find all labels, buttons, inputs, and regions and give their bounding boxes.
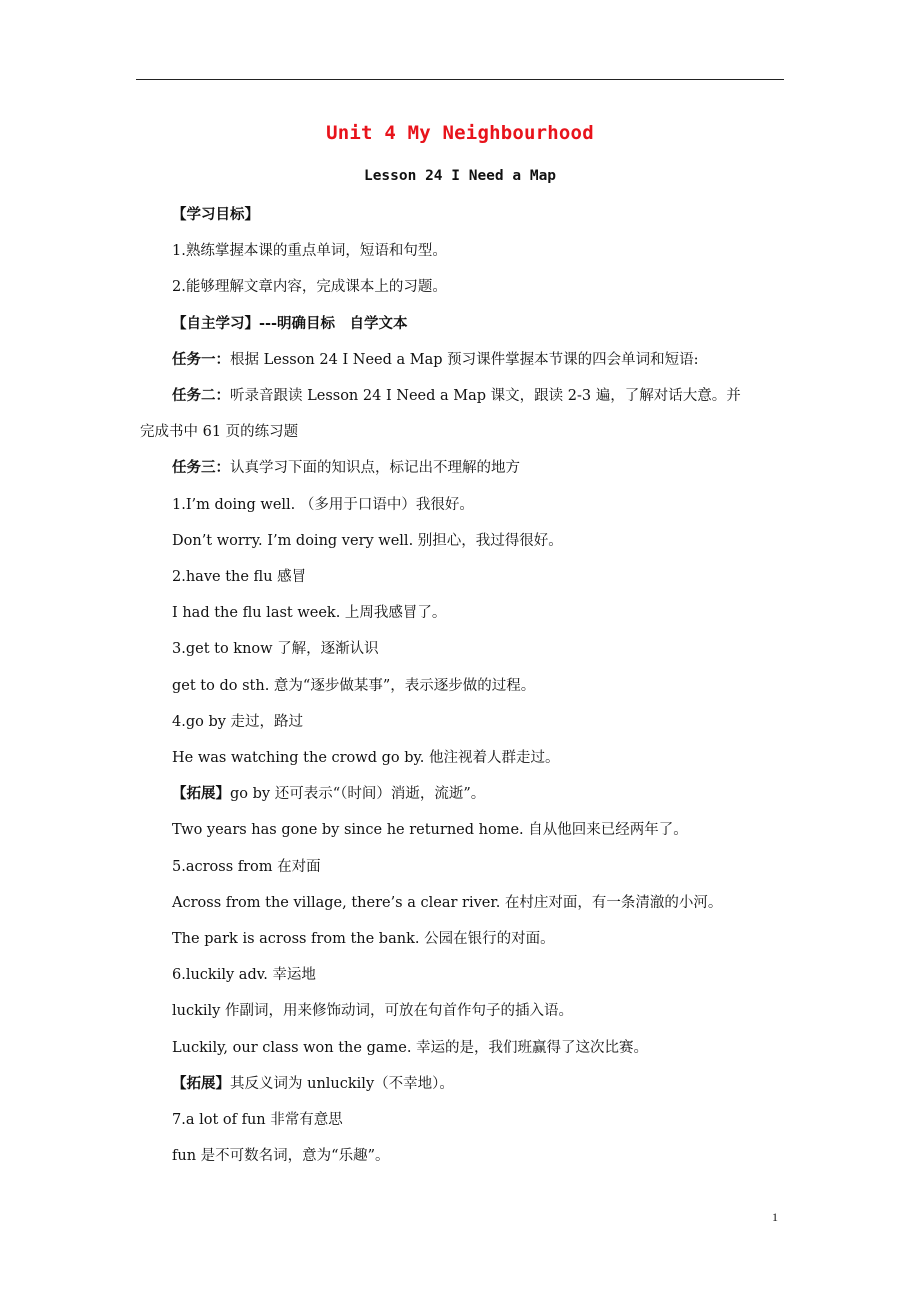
text-line bbox=[172, 965, 788, 985]
text-line bbox=[172, 784, 788, 804]
line-text: 3.get to know 了解，逐渐认识 bbox=[172, 641, 379, 658]
text-line bbox=[172, 531, 788, 551]
line-text: He was watching the crowd go by. 他注视着人群走过。 bbox=[172, 750, 560, 766]
line-text: 【自主学习】---明确目标 自学文本 bbox=[172, 314, 408, 332]
unit-title: Unit 4 My Neighbourhood bbox=[326, 122, 594, 144]
line-text: 5.across from 在对面 bbox=[172, 858, 321, 875]
text-line bbox=[172, 820, 788, 840]
line-text: luckily 作副词，用来修饰动词，可放在句首作句子的插入语。 bbox=[172, 1003, 573, 1020]
line-text: 认真学习下面的知识点，标记出不理解的地方 bbox=[230, 460, 520, 477]
line-text: 1.熟练掌握本课的重点单词，短语和句型。 bbox=[172, 243, 447, 260]
line-text: I had the flu last week. 上周我感冒了。 bbox=[172, 605, 447, 622]
text-line bbox=[172, 748, 788, 768]
line-label: 任务二： bbox=[172, 387, 230, 404]
line-text: The park is across from the bank. 公园在银行的对面。 bbox=[172, 931, 555, 947]
text-line bbox=[172, 241, 788, 261]
line-label: 任务三： bbox=[172, 459, 230, 477]
line-text: go by 还可表示“（时间）消逝，流逝”。 bbox=[230, 786, 486, 803]
text-line bbox=[172, 567, 788, 587]
text-line bbox=[172, 1038, 788, 1058]
line-label: 任务一： bbox=[172, 350, 230, 368]
line-text: fun 是不可数名词，意为“乐趣”。 bbox=[172, 1148, 390, 1165]
line-text: 4.go by 走过，路过 bbox=[172, 713, 304, 730]
text-line bbox=[172, 1110, 788, 1130]
text-line bbox=[172, 205, 788, 225]
header-rule bbox=[136, 79, 784, 80]
line-text: Two years has gone by since he returned home. 自从他回来已经两年了。 bbox=[172, 822, 688, 839]
text-line bbox=[172, 639, 788, 659]
text-line bbox=[172, 676, 788, 696]
text-line bbox=[140, 422, 788, 442]
line-text: get to do sth. 意为“逐步做某事”，表示逐步做的过程。 bbox=[172, 677, 536, 694]
text-line bbox=[172, 1074, 788, 1094]
line-text: 2.have the flu 感冒 bbox=[172, 569, 307, 585]
line-text: 6.luckily adv. 幸运地 bbox=[172, 967, 316, 984]
text-line bbox=[172, 712, 788, 732]
line-text: 听录音跟读 Lesson 24 I Need a Map 课文，跟读 2-3 遍，了解对话大意。并 bbox=[230, 388, 741, 404]
line-label: 【拓展】 bbox=[172, 785, 230, 803]
text-line bbox=[172, 929, 788, 949]
line-text: Across from the village, there’s a clear river. 在村庄对面，有一条清澈的小河。 bbox=[172, 894, 723, 911]
line-text: 【学习目标】 bbox=[172, 206, 259, 223]
text-line bbox=[172, 1146, 788, 1166]
lesson-subtitle: Lesson 24 I Need a Map bbox=[363, 168, 557, 184]
line-text: Don’t worry. I’m doing very well. 别担心，我过得很好。 bbox=[172, 532, 563, 549]
line-text: 7.a lot of fun 非常有意思 bbox=[172, 1112, 343, 1128]
text-line bbox=[172, 386, 788, 406]
text-line bbox=[172, 314, 788, 334]
text-line bbox=[172, 350, 788, 370]
text-line bbox=[172, 857, 788, 877]
text-line bbox=[172, 495, 788, 515]
text-line bbox=[172, 277, 788, 297]
line-text: 其反义词为 unluckily（不幸地）。 bbox=[230, 1075, 454, 1092]
text-line bbox=[172, 893, 788, 913]
page-number: 1 bbox=[772, 1210, 778, 1224]
text-line bbox=[172, 458, 788, 478]
line-label: 【拓展】 bbox=[172, 1074, 230, 1092]
line-text: 完成书中 61 页的练习题 bbox=[140, 424, 299, 441]
line-text: Luckily, our class won the game. 幸运的是，我们班赢得了这次比赛。 bbox=[172, 1039, 649, 1056]
text-line bbox=[172, 1001, 788, 1021]
line-text: 1.I’m doing well. （多用于口语中）我很好。 bbox=[172, 496, 474, 513]
line-text: 根据 Lesson 24 I Need a Map 预习课件掌握本节课的四会单词和短语: bbox=[230, 351, 699, 368]
text-line bbox=[172, 603, 788, 623]
line-text: 2.能够理解文章内容，完成课本上的习题。 bbox=[172, 279, 447, 296]
